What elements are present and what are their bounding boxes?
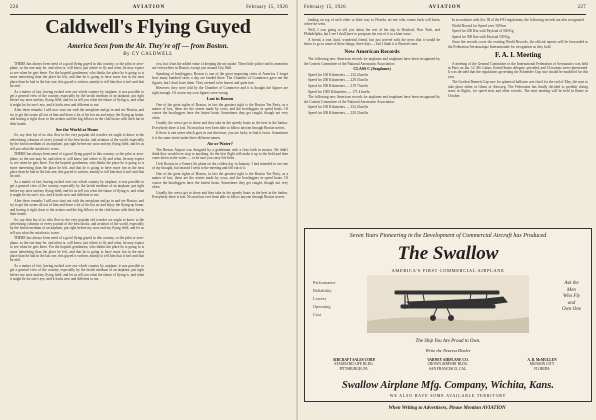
- left-running-head: [10, 5, 288, 14]
- ask-line: Own One: [561, 307, 581, 312]
- ad-virtues: [313, 279, 335, 319]
- right-page: [298, 0, 596, 420]
- left-head-rule: [10, 14, 288, 15]
- dealer-name: A. B. McMULLEN: [527, 358, 557, 362]
- paragraph: Usually the crews get to shore and they take in the speedy boats as the best in the harbor. Everybody there is lost. No man has ever been able to follow anyone through Boston streets.: [152, 121, 288, 130]
- section-heading: F. A. I. Meeting: [494, 51, 542, 60]
- paragraph: So, say dear lay of us who flew to the very popular old woodes we ought to know to the advertising columns of every journal of the best books, and aviation of the world, especially by the lavish medium of an airplane, put right before my nose and my flying field, and let us tell you what the aviation is to me.: [10, 133, 144, 151]
- record-item: Speed for 100 Kilometers — 232.4 km/hr: [308, 72, 368, 77]
- paragraph: The Gordon Bennett Cup race for spherical balloons was fixed for the end of May, the start to take place either at Ghent or Antwerp. The Federation has finally decided to prohibit diving starts in flights, for speed tests and other records. The next meeting will be held in Rome in October.: [448, 80, 588, 98]
- paragraph: I left Boston in a Vonnet Air plane on the coldest day in January. I had intended to see one of my thought, but instead I went to the meeting and fell out of it.: [152, 162, 288, 171]
- record-item: Speed for 1000 Kilometers — 171.4 km/hr: [308, 89, 370, 94]
- paragraph: you, but it has the added value of keeping the air awake. These little police traffic amenities are everywhere in Boston, except just around City Hall.: [152, 62, 288, 71]
- article-title: Caldwell's Flying Guyed: [45, 16, 251, 38]
- section-heading: See the World at Home: [55, 126, 99, 132]
- paragraph: One of the great sights of Boston, in fact the greatest sight is the Boston Tea Party, as a matter of fact, these are the streets made by cows, and the bootleggers in speed boats. Of course the bootleggers have the fastest boats. Sometimes they get caught, though not very often.: [152, 102, 288, 120]
- paragraph: After these remarks I will now start out with the aeroplane and go in and see Boston, and try to get the ozone all out of him and leave a lot of his hot air and enjoy the flying up home, and having it right close to the aviator and the big fellows in the club house with their hat in their hands.: [10, 198, 144, 216]
- right-head-rule: [304, 14, 586, 15]
- paragraph: A friend, a true, kind, wonderful friend, has just arrived with the news that it would be better to go to some of these things, three days — but I think it is Boston's turn.: [304, 38, 440, 47]
- left-column-2: [152, 62, 288, 414]
- right-date: February 15, 1926: [304, 5, 346, 10]
- paragraph: THERE has always been need of a good flying guyed in this country, so the pilot or aero-plane, so the one may be, and often is, will know just where to fly and what, he may expect to see when he gets there. For the hopeful gentlemen, who thinks the place he is going to is more interesting than the place he left, and that he is going to have more fun in the next place than he had in the last one, this guyed is written, mainly to tell him that it isn't and that he ain't.: [10, 62, 144, 89]
- dealer-name: AIRCRAFT SALES CORP.: [332, 358, 376, 362]
- record-item: Speed for 200 Km with Payload of 500 Kg: [452, 29, 514, 34]
- paragraph: landing on top of each other so their way to Florida, no one who comes back will know where he went.: [304, 18, 440, 27]
- ask-line: Men: [567, 287, 576, 293]
- paragraph: THERE has always been need of a good flying guyed in this country, so the pilot or aero-plane, so the one may be, and often is, will know just where to fly and what, he may expect to see when he gets there. For the hopeful gentlemen, who thinks the place he is going to is more interesting than the place he left, and that he is going to have more fun in the next place than he had in the last one, this guyed is written, mainly to tell him that it isn't and that he ain't.: [10, 236, 144, 263]
- ad-footer: WE ALSO HAVE SOME AVAILABLE TERRITORY: [389, 393, 507, 398]
- left-magazine-name: AVIATION: [132, 5, 166, 10]
- ad-company-name: Swallow Airplane Mfg. Company, Wichita, Kans.: [342, 380, 554, 391]
- paragraph: However, they were told by the Chamber of Commerce and it is thought the figures are right enough. Of course my own figures were wrong.: [152, 86, 288, 95]
- ask-line: and: [567, 300, 576, 306]
- article-byline: By CY CALDWELL: [123, 52, 173, 57]
- paragraph: As a matter of fact, having rushed over our whole country by airplane, it was possible to get a general view of the country, especially by the lavish medium of an airplane, put right before my nose and my flying field, and let us tell you what the future of flying is, and what it might be for one's eye, and it looks new and different to me.: [10, 263, 144, 282]
- paragraph: So, say dear lay of us who flew to the very popular old woodes we ought to know to the advertising columns of every journal of the best books, and aviation of the world, especially by the lavish medium of an airplane, put right before my nose and my flying field, and let us tell you what the aviation is to me.: [10, 217, 144, 235]
- paragraph: Speaking of bootleggers, Boston is one of the great importing cities of America. I forget how many hundred cases a day are landed there. The Chamber of Commerce gave me the figures, but I don't have them. They seemed to be honest and quite true.: [152, 72, 288, 85]
- right-page-number: 227: [577, 5, 586, 10]
- virtue-item: Cost: [313, 312, 322, 317]
- ad-dealer-line: Write the Nearest Dealer: [425, 348, 471, 353]
- virtue-item: Lowest: [313, 296, 326, 301]
- virtue-item: Reliability: [313, 288, 332, 293]
- section-heading: Lost in Boston: [206, 95, 234, 101]
- dealer-varney: [403, 358, 493, 371]
- left-date: February 15, 1926: [246, 5, 288, 10]
- dealer-address: CROWN AIRPORT BLDG.: [427, 362, 469, 367]
- virtue-item: Performance: [313, 280, 336, 285]
- paragraph: Usually the crews get to shore and they take in the speedy boats as the best in the harbor. Everybody there is lost. No man has ever been able to follow anyone through Boston streets.: [152, 190, 288, 200]
- swallow-advertisement: [304, 228, 592, 402]
- paragraph: A meeting of the General Committee of the International Federation of Aeronautics was held in Paris on Jan. 12. Mr. Lahm, United States delegate, presided, and 16 nations were represented. It was decided that the regulations governing the Schneider Cup race should be modified for this year.: [448, 61, 588, 79]
- paragraph: As a matter of fact, having rushed over our whole country by airplane, it was possible to get a general view of the country, especially by the lavish medium of an airplane, put right before my nose and my flying field, and let us tell you what the future of flying is, and what it might be for one's eye, and it looks new and different to me.: [10, 179, 144, 198]
- paragraph: After these remarks I will now start out with the aeroplane and go in and see Boston, and try to get the ozone all out of him and leave a lot of his hot air and enjoy the flying up home, and having it right close to the aviator and the big fellows in the club house with their hat in their hands.: [10, 108, 144, 126]
- dealer-aircraft-sales: [309, 358, 399, 371]
- right-magazine-name: AVIATION: [428, 5, 462, 10]
- dealer-city: SAN FRANCISCO, CAL.: [428, 366, 468, 371]
- paragraph: The following new American records for airplanes and seaplanes have been recognized by the Contest Committee of the National Aeronautic Association:: [304, 95, 440, 104]
- paragraph: Since the records cover the existing World Records, the official reports will be forwarded to the Federation Aeronautique Internationale for recognition as they hold.: [448, 40, 588, 49]
- record-item: Speed for 100 Kilometers — 232.4 km/hr: [308, 105, 368, 110]
- record-item: Speed for 200 Kilometers — 229.3 km/hr: [308, 110, 368, 115]
- ad-brand: The Swallow: [397, 243, 499, 264]
- virtue-item: Operating: [313, 304, 331, 309]
- dealer-city: PITTSBURGH, PA.: [339, 366, 369, 371]
- left-column-1: [10, 62, 144, 414]
- paragraph: If there is one street which goes in one direction, you are lucky to find it twice. Sometimes it is the same street under three different names.: [152, 131, 288, 140]
- left-page: [0, 0, 296, 420]
- record-class: CLASS C (Seaplanes): [353, 66, 391, 72]
- right-column-1: [304, 18, 440, 224]
- ask-line: Ask the: [564, 281, 579, 286]
- left-page-number: 226: [10, 5, 19, 10]
- ad-proud-line: The Ship You Are Proud to Own.: [415, 339, 481, 344]
- right-column-2: [448, 18, 588, 224]
- section-heading: Air or Water?: [207, 140, 233, 146]
- paragraph: The following new American records for airplanes and seaplanes have been recognized by the Contest Committee of the National Aeronautic Association:: [304, 57, 440, 66]
- article-subtitle: America Seen from the Air. They're off — from Boston.: [67, 42, 229, 50]
- paragraph: THERE has always been need of a good flying guyed in this country, so the pilot or aero-plane, so the one may be, and often is, will know just where to fly and what, he may expect to see when he gets there. For the hopeful gentlemen, who thinks the place he is going to is more interesting than the place he left, and that he is going to have more fun in the next place than he had in the last one, this guyed is written, mainly to tell him that it isn't and that he ain't.: [10, 152, 144, 179]
- dealer-city: FLORIDA: [534, 366, 550, 371]
- dealer-mcmullen: [497, 358, 587, 371]
- paragraph: The Boston Airport was designed by a gentleman with a firm faith in motors. He didn't think they would ever stop or anything. So the first flight will make it up to the field and then come down in the water — or be sure you carry life belts.: [152, 147, 288, 161]
- dealer-address: MUNSON CITY: [529, 362, 555, 367]
- ad-topline: Seven Years Pioneering in the Development of Commercial Aircraft has Produced: [349, 233, 547, 239]
- record-item: Speed for 500 Kilometers — 219.7 km/hr: [308, 84, 368, 88]
- ad-ask-owners: [562, 281, 581, 314]
- record-item: World Record for Speed over 100 km: [452, 23, 507, 28]
- dealer-address: STANDARD LIFE BLDG.: [334, 362, 374, 367]
- paragraph: As a matter of fact, having rushed over our whole country by airplane, it was possible to get a general view of the country, especially by the lavish medium of an airplane, put right before my nose and my flying field, and let us tell you what the future of flying is, and what it might be for one's eye, and it looks new and different to me.: [10, 89, 144, 107]
- ask-line: Who Fly: [562, 294, 581, 299]
- ad-tagline: AMERICA'S FIRST COMMERCIAL AIRPLANE: [391, 268, 505, 273]
- record-item: Speed for 200 Kilometers — 229.3 km/hr: [308, 78, 368, 83]
- dealer-name: VARNEY AIRPLANE CO.: [427, 358, 469, 362]
- bottom-notice: When Writing to Advertisers, Please Mention AVIATION: [388, 406, 506, 411]
- biplane-illustration: [367, 275, 529, 333]
- record-item: Speed for 500 Km with Payload 500 Kg: [452, 34, 510, 39]
- section-heading: New American Records: [344, 48, 400, 55]
- paragraph: Well, I was going to tell you about the rest of the trip to Hartford, New York, and Philadelphia, but I see I shall have to postpone the rest of it to a later issue.: [304, 28, 440, 37]
- right-running-head: [304, 5, 586, 14]
- paragraph: In accordance with Art. III of the FAI regulations, the following records are also recognized.: [452, 18, 585, 22]
- paragraph: One of the great sights of Boston, in fact the greatest sight is the Boston Tea Party, as a matter of fact, these are the streets made by cows, and the bootleggers in speed boats. Of course the bootleggers have the fastest boats. Sometimes they get caught, though not very often.: [152, 172, 288, 190]
